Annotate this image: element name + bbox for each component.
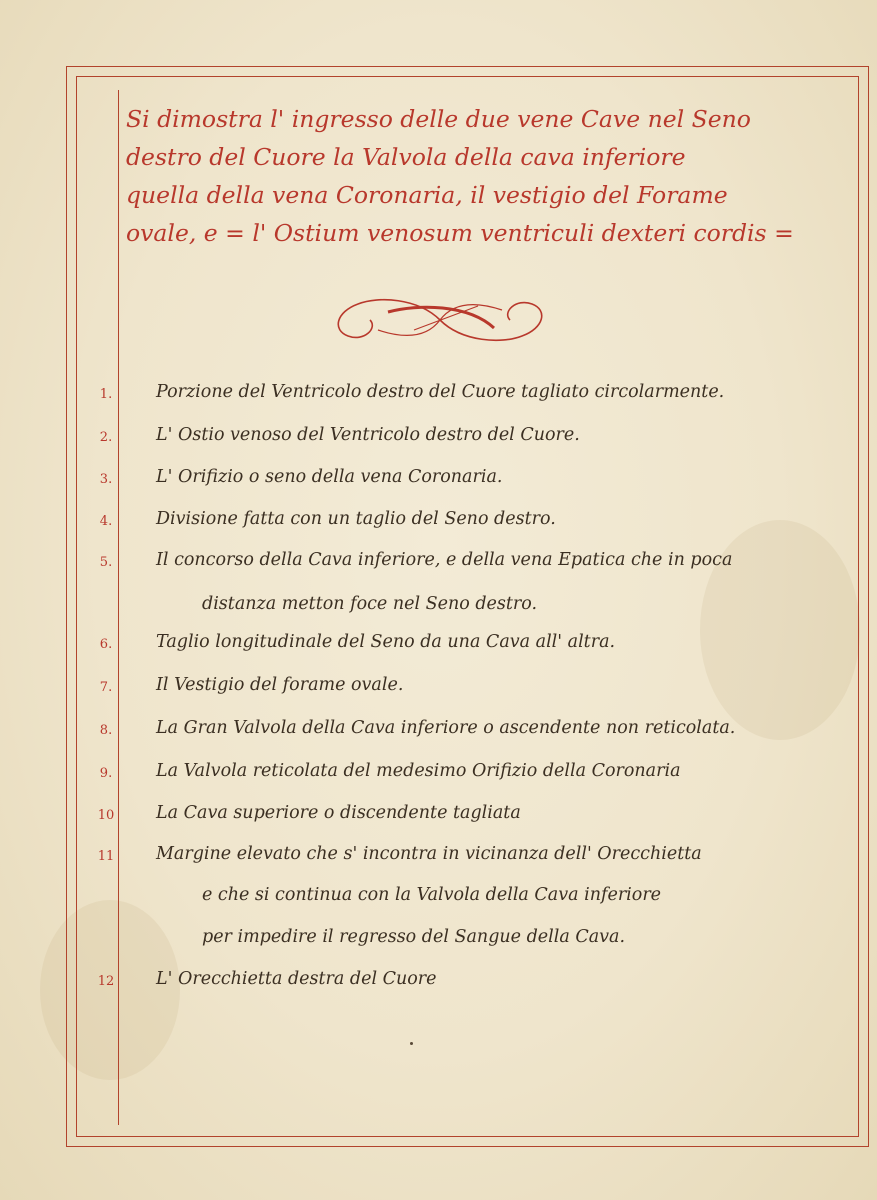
entry-number: 6. [99,637,113,652]
entry-text: per impedire il regresso del Sangue della Cava. [202,927,626,947]
entry-text: Il concorso della Cava inferiore, e della vena Epatica che in poca [156,550,733,570]
entry-text: L' Orifizio o seno della vena Coronaria. [156,467,503,487]
calligraphic-flourish-icon [318,290,562,350]
entry-text: L' Ostio venoso del Ventricolo destro del Cuore. [156,425,580,445]
entry-number: 7. [99,680,113,695]
list-item [0,507,877,547]
entry-text: Il Vestigio del forame ovale. [156,675,404,695]
list-item [0,967,877,1007]
list-item [0,423,877,463]
list-item-continuation [0,925,877,965]
entry-text: Taglio longitudinale del Seno da una Cava all' altra. [156,632,616,652]
list-item [0,759,877,799]
list-item-continuation [0,883,877,923]
list-item [0,630,877,670]
list-item [0,801,877,841]
entry-text: Margine elevato che s' incontra in vicinanza dell' Orecchietta [156,844,702,864]
entry-text: Porzione del Ventricolo destro del Cuore tagliato circolarmente. [156,382,725,402]
entry-text: e che si continua con la Valvola della Cava inferiore [202,885,662,905]
entry-text: La Cava superiore o discendente tagliata [156,803,521,823]
list-item [0,548,877,588]
list-item-continuation [0,592,877,632]
list-item [0,465,877,505]
list-item [0,673,877,713]
entry-number: 5. [99,555,113,570]
list-item [0,716,877,756]
entry-number: 1. [99,387,113,402]
entry-number: 3. [99,472,113,487]
entry-number: 8. [99,723,113,738]
entry-number: 2. [99,430,113,445]
title-line: quella della vena Coronaria, il vestigio del Forame [126,181,728,209]
entry-text: La Valvola reticolata del medesimo Orifizio della Coronaria [156,761,681,781]
page-title [126,100,806,252]
ink-dot [410,1042,413,1045]
entry-text: L' Orecchietta destra del Cuore [156,969,437,989]
title-line: destro del Cuore la Valvola della cava inferiore [126,143,686,171]
title-line: ovale, e = l' Ostium venosum ventriculi dexteri cordis = [126,219,794,247]
entry-text: distanza metton foce nel Seno destro. [202,594,538,614]
entry-text: Divisione fatta con un taglio del Seno destro. [156,509,556,529]
entry-text: La Gran Valvola della Cava inferiore o ascendente non reticolata. [156,718,736,738]
entry-number: 12 [97,974,115,989]
entry-number: 9. [99,766,113,781]
entry-number: 10 [97,808,115,823]
list-item [0,380,877,420]
entry-number: 4. [99,514,113,529]
entry-number: 11 [97,849,115,864]
list-item [0,842,877,882]
title-line: Si dimostra l' ingresso delle due vene Cave nel Seno [126,105,751,133]
